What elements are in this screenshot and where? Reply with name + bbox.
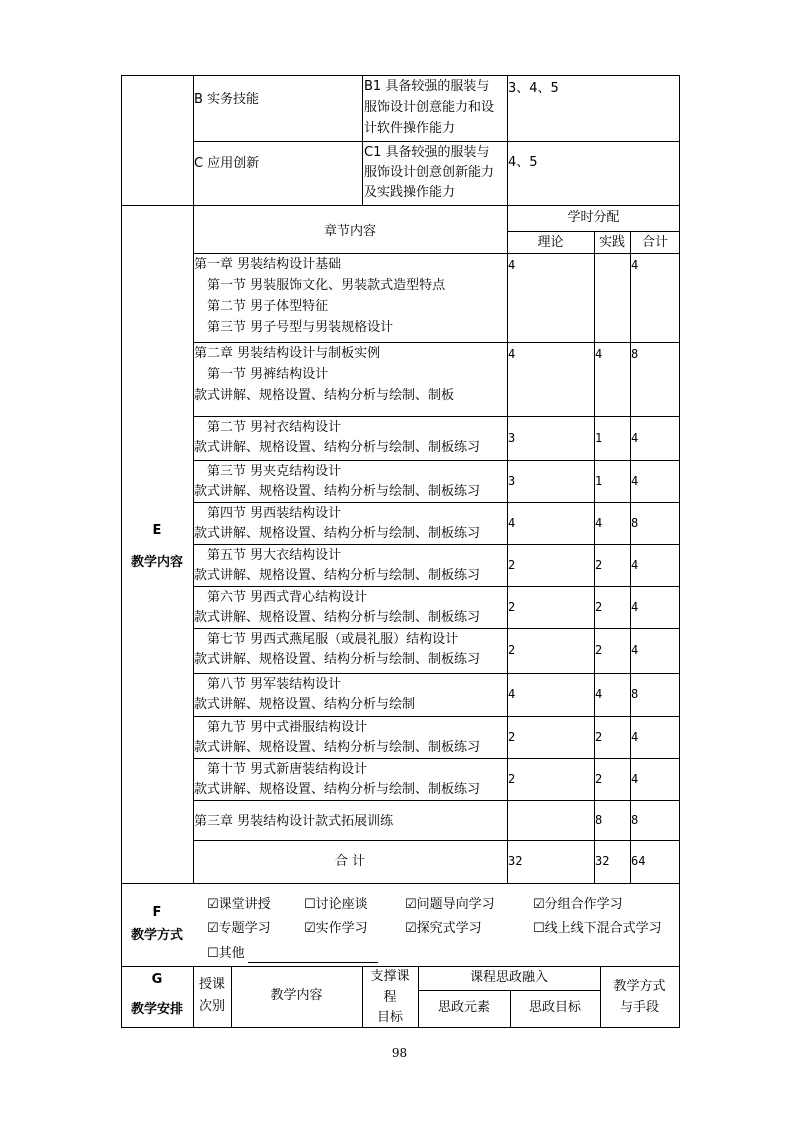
chapter-content-line: 款式讲解、规格设置、结构分析与绘制、制板练习 [194, 782, 481, 797]
hours-total-cell: 4 [631, 558, 639, 572]
method-option-other[interactable]: ☐其他 [207, 946, 245, 961]
chapter-content-header: 章节内容 [323, 224, 376, 239]
hours-theory-cell: 2 [508, 558, 516, 572]
section-e-title: 教学内容 [130, 555, 183, 570]
chapter-content-line: 第六节 男西式背心结构设计 [207, 590, 368, 605]
skill-c-label: C 应用创新 [194, 156, 260, 171]
sum-theory: 32 [508, 854, 523, 868]
section-g-letter: G [151, 972, 163, 987]
hours-theory-cell: 4 [508, 516, 516, 530]
hours-allocation-header: 学时分配 [567, 210, 620, 225]
chapter-content-line: 第二章 男装结构设计与制板实例 [194, 346, 381, 361]
other-fill-line [248, 962, 378, 963]
chapter-content-line: 第七节 男西式燕尾服（或晨礼服）结构设计 [207, 632, 459, 647]
hours-theory-cell: 2 [508, 730, 516, 744]
hours-total-cell: 4 [631, 643, 639, 657]
chapter-content-line: 第三章 男装结构设计款式拓展训练 [194, 814, 394, 829]
skill-b-desc-line-2: 服饰设计创意能力和设 [364, 100, 495, 115]
chapter-content-line: 第三节 男子号型与男装规格设计 [207, 320, 394, 335]
chapter-content-line: 第一节 男裤结构设计 [207, 367, 329, 382]
chapter-content-line: 第二节 男子体型特征 [207, 299, 329, 314]
target-header-line-3: 目标 [376, 1010, 403, 1025]
hours-practice-cell: 2 [595, 600, 603, 614]
chapter-content-line: 第八节 男军装结构设计 [207, 677, 342, 692]
hours-total-cell: 4 [631, 772, 639, 786]
chapter-content-line: 款式讲解、规格设置、结构分析与绘制、制板练习 [194, 652, 481, 667]
method-option[interactable]: ☑分组合作学习 [533, 897, 623, 912]
page-number: 98 [391, 1046, 408, 1060]
target-header-line-1: 支撑课 [370, 969, 410, 984]
chapter-content-line: 款式讲解、规格设置、结构分析与绘制、制板练习 [194, 484, 481, 499]
chapter-content-line: 款式讲解、规格设置、结构分析与绘制、制板练习 [194, 740, 481, 755]
hours-practice-cell: 2 [595, 558, 603, 572]
skill-c-desc-line-3: 及实践操作能力 [364, 185, 456, 200]
hours-total-cell: 4 [631, 730, 639, 744]
chapter-content-line: 第三节 男夹克结构设计 [207, 464, 342, 479]
method-option[interactable]: ☑问题导向学习 [405, 897, 495, 912]
skill-c-desc-line-1: C1 具备较强的服装与 [364, 145, 490, 160]
hours-practice-cell: 8 [595, 813, 603, 827]
ideology-goals-header: 思政目标 [528, 1000, 581, 1015]
hours-theory-cell: 2 [508, 772, 516, 786]
hours-theory-cell: 2 [508, 643, 516, 657]
hours-theory-cell: 3 [508, 431, 516, 445]
section-f-letter: F [152, 905, 162, 920]
hours-practice-cell: 4 [595, 347, 603, 361]
section-g-title: 教学安排 [130, 1002, 183, 1017]
hours-total-cell: 4 [631, 258, 639, 272]
hours-practice-cell: 2 [595, 772, 603, 786]
chapter-content-line: 第二节 男衬衣结构设计 [207, 420, 342, 435]
hours-practice-cell: 2 [595, 730, 603, 744]
hours-practice-cell: 2 [595, 643, 603, 657]
skill-c-desc-line-2: 服饰设计创意创新能力 [364, 165, 495, 180]
method-option[interactable]: ☐讨论座谈 [304, 897, 368, 912]
hours-theory-cell: 4 [508, 347, 516, 361]
sum-practice: 32 [595, 854, 610, 868]
skill-b-label: B 实务技能 [194, 92, 260, 107]
chapter-content-line: 款式讲解、规格设置、结构分析与绘制、制板 [194, 388, 455, 403]
method-option[interactable]: ☑实作学习 [304, 921, 368, 936]
method-header-line-1: 教学方式 [613, 979, 666, 994]
hours-practice-cell: 1 [595, 474, 603, 488]
chapter-content-line: 第一章 男装结构设计基础 [194, 257, 342, 272]
chapter-content-line: 款式讲解、规格设置、结构分析与绘制、制板练习 [194, 610, 481, 625]
section-e-letter: E [152, 523, 162, 538]
hours-theory-cell: 2 [508, 600, 516, 614]
method-option[interactable]: ☑专题学习 [207, 921, 271, 936]
chapter-content-line: 款式讲解、规格设置、结构分析与绘制、制板练习 [194, 568, 481, 583]
section-f-title: 教学方式 [130, 928, 183, 943]
hours-theory-cell: 4 [508, 687, 516, 701]
chapter-content-line: 第五节 男大衣结构设计 [207, 548, 342, 563]
session-header-line-2: 次别 [198, 999, 225, 1014]
chapter-content-line: 款式讲解、规格设置、结构分析与绘制、制板练习 [194, 526, 481, 541]
hours-total-cell: 8 [631, 516, 639, 530]
hours-practice-cell: 4 [595, 687, 603, 701]
method-option[interactable]: ☑探究式学习 [405, 921, 482, 936]
chapter-content-line: 款式讲解、规格设置、结构分析与绘制 [194, 697, 416, 712]
hours-theory-cell: 3 [508, 474, 516, 488]
skill-c-objectives: 4、5 [508, 155, 538, 170]
chapter-content-line: 第一节 男装服饰文化、男装款式造型特点 [207, 278, 446, 293]
total-header: 合计 [641, 235, 668, 250]
theory-header: 理论 [537, 235, 564, 250]
hours-total-cell: 8 [631, 687, 639, 701]
skill-b-desc-line-3: 计软件操作能力 [364, 121, 456, 136]
ideology-elements-header: 思政元素 [437, 1000, 490, 1015]
content-header: 教学内容 [270, 988, 323, 1003]
hours-total-cell: 8 [631, 813, 639, 827]
sum-label: 合 计 [334, 854, 366, 869]
hours-total-cell: 4 [631, 600, 639, 614]
session-header-line-1: 授课 [198, 977, 225, 992]
chapter-content-line: 第九节 男中式褂服结构设计 [207, 720, 368, 735]
hours-total-cell: 4 [631, 431, 639, 445]
hours-theory-cell: 4 [508, 258, 516, 272]
skill-b-desc-line-1: B1 具备较强的服装与 [364, 79, 490, 94]
hours-practice-cell: 1 [595, 431, 603, 445]
chapter-content-line: 款式讲解、规格设置、结构分析与绘制、制板练习 [194, 440, 481, 455]
practice-header: 实践 [598, 235, 625, 250]
skill-b-objectives: 3、4、5 [508, 81, 559, 96]
method-option[interactable]: ☐线上线下混合式学习 [533, 921, 662, 936]
hours-practice-cell: 4 [595, 516, 603, 530]
sum-total: 64 [631, 854, 646, 868]
hours-total-cell: 8 [631, 347, 639, 361]
ideology-header: 课程思政融入 [469, 970, 548, 985]
method-option[interactable]: ☑课堂讲授 [207, 897, 271, 912]
chapter-content-line: 第十节 男式新唐装结构设计 [207, 762, 368, 777]
method-header-line-2: 与手段 [619, 1000, 659, 1015]
chapter-content-line: 第四节 男西装结构设计 [207, 506, 342, 521]
target-header-line-2: 程 [383, 990, 397, 1005]
hours-total-cell: 4 [631, 474, 639, 488]
